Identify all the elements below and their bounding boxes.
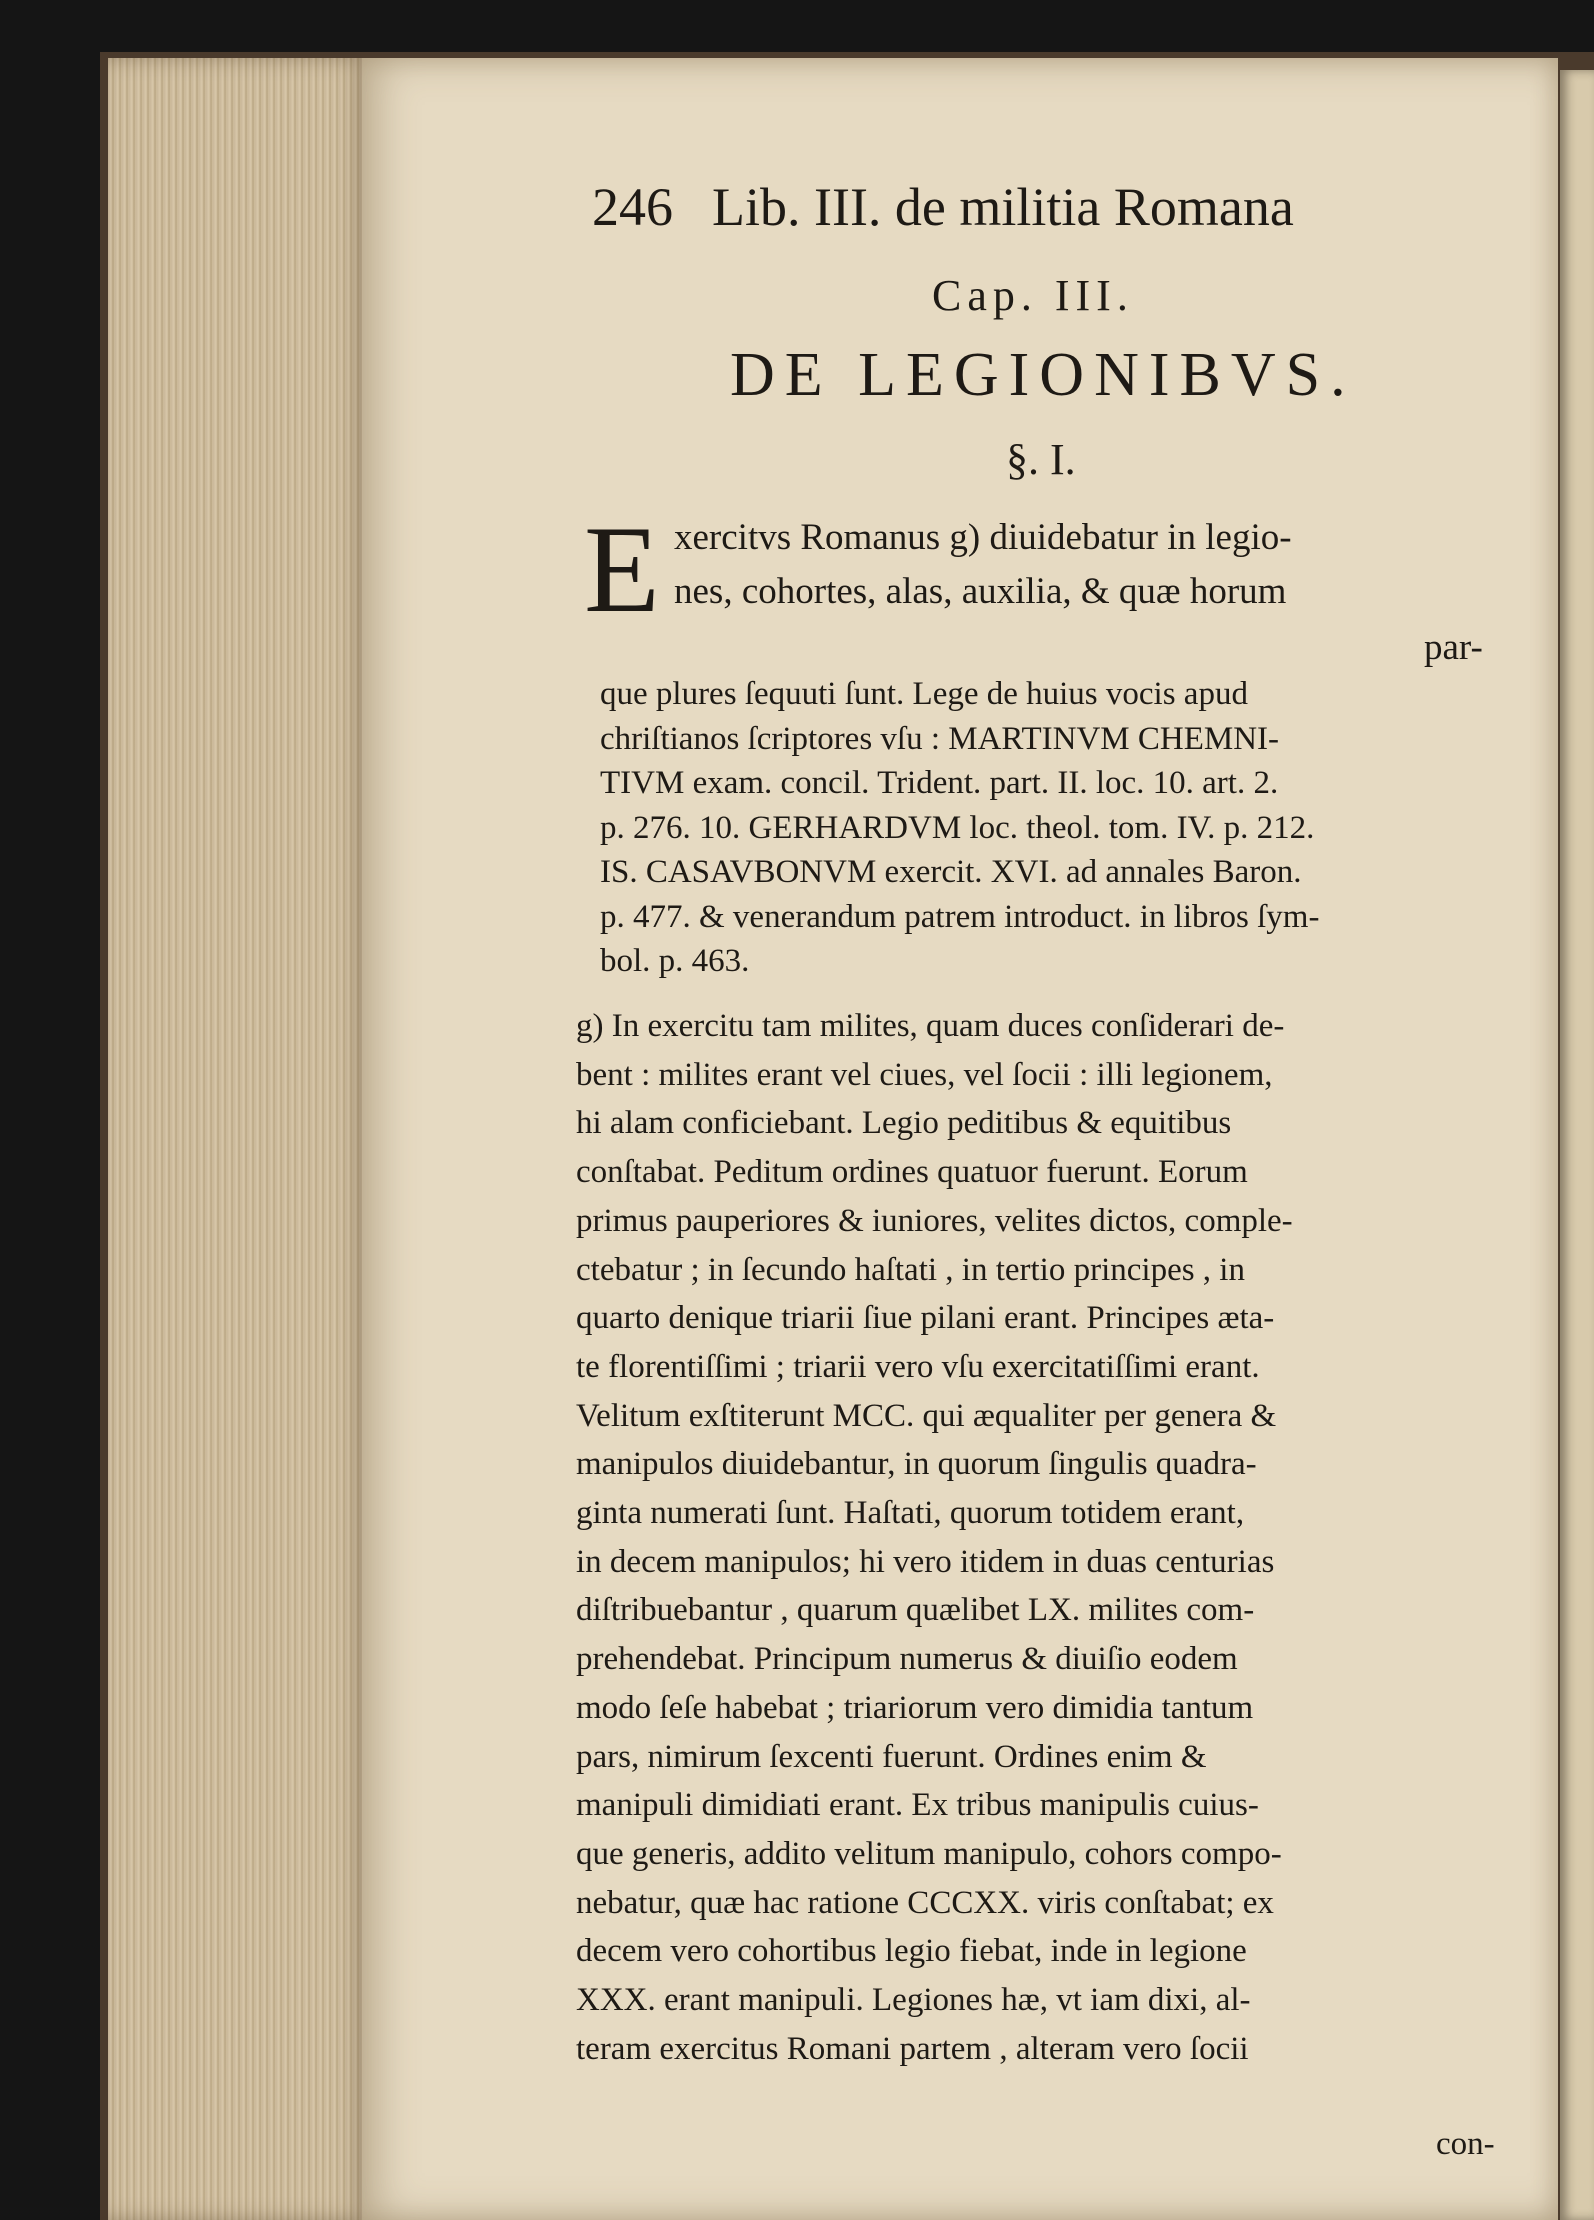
note-line: diſtribuebantur , quarum quælibet LX. milites com- <box>576 1592 1255 1629</box>
chapter-title: DE LEGIONIBVS. <box>730 341 1356 409</box>
note-line: XXX. erant manipuli. Legiones hæ, vt iam dixi, al- <box>576 1982 1251 2018</box>
note-line: conſtabat. Peditum ordines quatuor fuerunt. Eorum <box>576 1154 1248 1191</box>
note-line: p. 276. 10. GERHARDVM loc. theol. tom. IV. p. 212. <box>600 809 1315 846</box>
body-line: xercitvs Romanus g) diuidebatur in legio- <box>674 517 1292 558</box>
note-line: te florentiſſimi ; triarii vero vſu exercitatiſſimi erant. <box>576 1348 1260 1385</box>
note-line: que plures ſequuti ſunt. Lege de huius vocis apud <box>600 676 1248 712</box>
body-line: nes, cohortes, alas, auxilia, & quæ horum <box>674 571 1287 612</box>
book-page <box>362 58 1558 2220</box>
body-catchword: par- <box>1424 627 1483 668</box>
note-line: que generis, addito velitum manipulo, cohors compo- <box>576 1835 1282 1872</box>
chapter-label: Cap. III. <box>932 271 1134 320</box>
note-line: manipulos diuidebantur, in quorum ſingulis quadra- <box>576 1446 1257 1483</box>
note-line: primus pauperiores & iuniores, velites dictos, comple- <box>576 1202 1293 1239</box>
note-line: in decem manipulos; hi vero itidem in duas centurias <box>576 1543 1275 1580</box>
note-line: quarto denique triarii ſiue pilani erant. Principes æta- <box>576 1300 1275 1337</box>
note-line: bent : milites erant vel ciues, vel ſocii : illi legionem, <box>576 1056 1273 1093</box>
note-line: ginta numerati ſunt. Haſtati, quorum totidem erant, <box>576 1495 1245 1531</box>
drop-cap: E <box>584 501 660 638</box>
note-line: IS. CASAVBONVM exercit. XVI. ad annales Baron. <box>600 854 1302 890</box>
note-line: prehendebat. Principum numerus & diuiſio eodem <box>576 1641 1238 1678</box>
section-mark: §. I. <box>1006 435 1076 484</box>
note-line: teram exercitus Romani partem , alteram vero ſocii <box>576 2030 1249 2067</box>
running-title: Lib. III. de militia Romana <box>712 177 1294 237</box>
note-line: modo ſeſe habebat ; triariorum vero dimidia tantum <box>576 1689 1254 1726</box>
page-edges <box>108 58 368 2220</box>
note-line: Velitum exſtiterunt MCC. qui æqualiter per genera & <box>576 1397 1277 1434</box>
note-line: pars, nimirum ſexcenti fuerunt. Ordines enim & <box>576 1738 1207 1775</box>
footnote-catchword: con- <box>1436 2126 1495 2162</box>
note-line: chriſtianos ſcriptores vſu : MARTINVM CHEMNI- <box>600 720 1280 757</box>
note-line: p. 477. & venerandum patrem introduct. in libros ſym- <box>600 898 1320 935</box>
note-line: decem vero cohortibus legio fiebat, inde in legione <box>576 1933 1247 1970</box>
note-line: bol. p. 463. <box>600 943 750 979</box>
note-line: TIVM exam. concil. Trident. part. II. loc. 10. art. 2. <box>600 765 1279 801</box>
facing-page-edge <box>1560 70 1594 2220</box>
note-line: hi alam conficiebant. Legio peditibus & equitibus <box>576 1105 1232 1142</box>
note-line: nebatur, quæ hac ratione CCCXX. viris conſtabat; ex <box>576 1884 1274 1921</box>
note-line: g) In exercitu tam milites, quam duces conſiderari de- <box>576 1008 1285 1044</box>
note-line: ctebatur ; in ſecundo haſtati , in tertio principes , in <box>576 1251 1245 1288</box>
note-line: manipuli dimidiati erant. Ex tribus manipulis cuius- <box>576 1787 1259 1824</box>
page-number: 246 <box>592 177 673 237</box>
